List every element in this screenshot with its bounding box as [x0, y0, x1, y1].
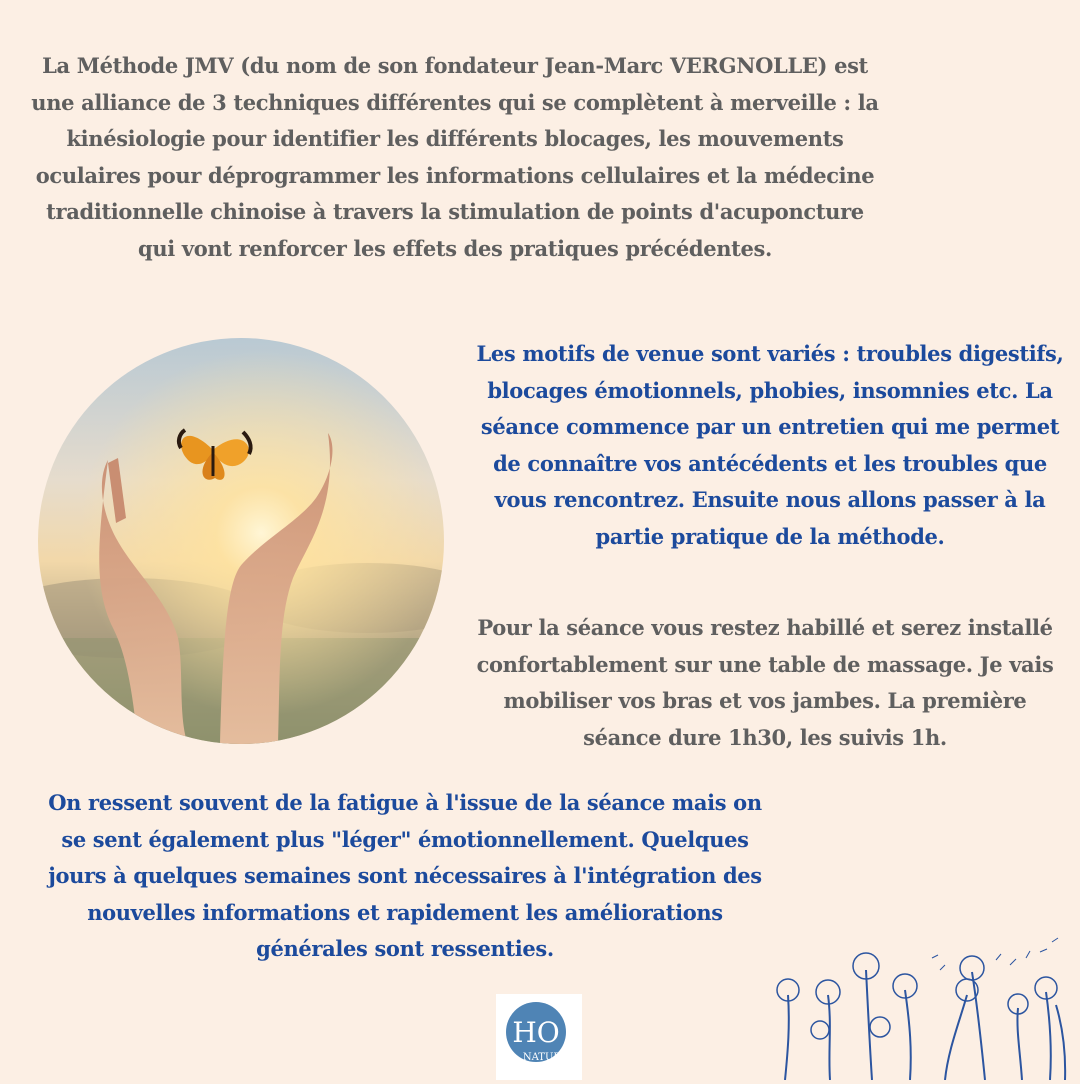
logo-sub-text: NATURO — [522, 1052, 570, 1063]
motifs-paragraph: Les motifs de venue sont variés : troubles digestifs, blocages émotionnels, phobies, insomnies etc. La séance commence par un entretien qui me permet de connaître vos antécédents et les troubles que vous rencontrez. Ensuite nous allons passer à la partie pratique de la méthode. — [476, 341, 1064, 549]
seance-paragraph: Pour la séance vous restez habillé et serez installé confortablement sur une table de massage. Je vais mobiliser vos bras et vos jambes. La première séance dure 1h30, les suivis 1h. — [476, 615, 1054, 750]
apres-seance-paragraph: On ressent souvent de la fatigue à l'issue de la séance mais on se sent également plus "léger" émotionnellement. Quelques jours à quelques semaines sont nécessaires à l'intégration des nouvelles informations et rapidement les améliorations générales sont ressenties. — [48, 790, 762, 961]
dandelion-illustration — [760, 930, 1080, 1080]
hands-butterfly-photo — [38, 338, 444, 744]
logo-main-text: HO — [512, 1016, 560, 1049]
ho-naturo-logo — [496, 994, 582, 1080]
intro-paragraph: La Méthode JMV (du nom de son fondateur Jean-Marc VERGNOLLE) est une alliance de 3 techniques différentes qui se complètent à merveille : la kinésiologie pour identifier les différents blocages, les mouvements oculaires pour déprogrammer les informations cellulaires et la médecine traditionnelle chinoise à travers la stimulation de points d'acuponcture qui vont renforcer les effets des pratiques précédentes. — [31, 53, 879, 261]
